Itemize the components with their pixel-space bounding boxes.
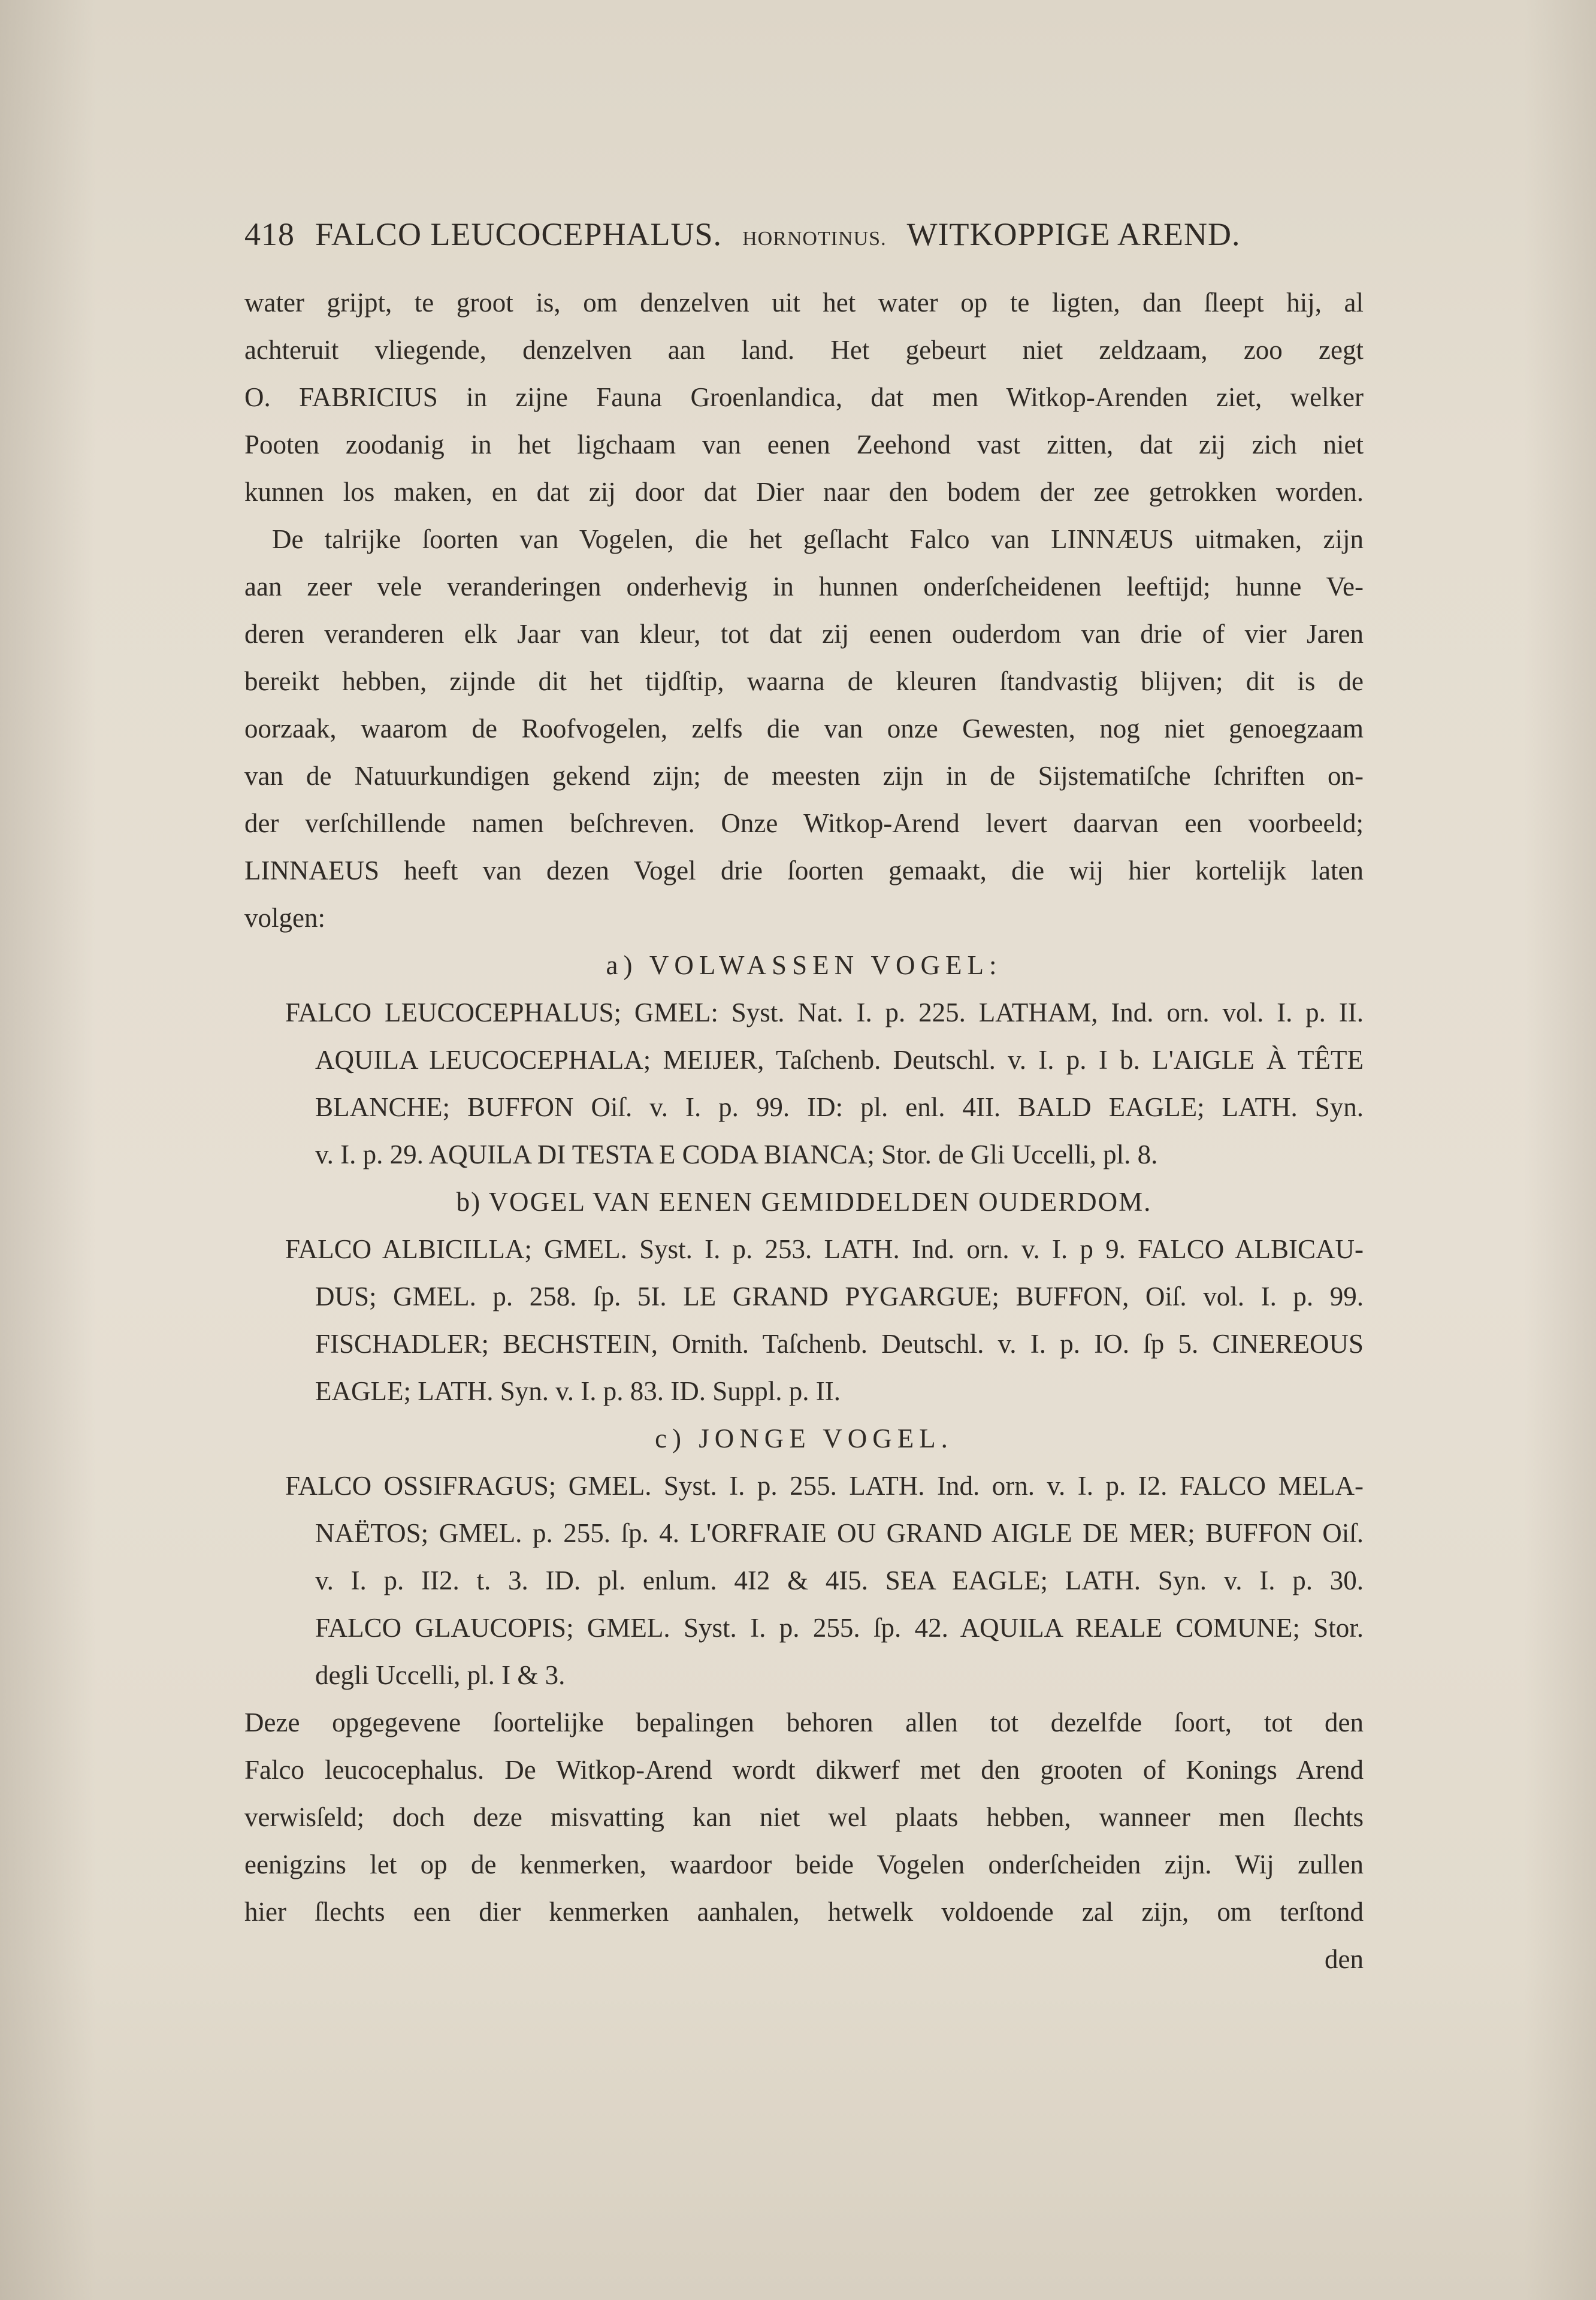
page-number: 418 <box>244 216 295 252</box>
synonymy-line: FALCO LEUCOCEPHALUS; GMEL: Syst. Nat. I. p. 225. LATHAM, Ind. orn. vol. I. p. II. <box>285 998 1364 1027</box>
text-line: aan zeer vele veranderingen onderhevig in hunnen onderſcheidenen leeftijd; hunne Ve- <box>244 572 1364 602</box>
text-line: Pooten zoodanig in het ligchaam van eenen Zeehond vast zitten, dat zij zich niet <box>244 430 1364 460</box>
text-line: van de Natuurkundigen gekend zijn; de meesten zijn in de Sijstematiſche ſchriften on- <box>244 761 1364 791</box>
text-line: LINNAEUS heeft van dezen Vogel drie ſoorten gemaakt, die wij hier kortelijk laten <box>244 856 1364 885</box>
synonymy-line: FALCO ALBICILLA; GMEL. Syst. I. p. 253. LATH. Ind. orn. v. I. p 9. FALCO ALBICAU- <box>285 1234 1364 1264</box>
text-line: volgen: <box>244 903 325 933</box>
header-title-dutch: WITKOPPIGE AREND. <box>906 216 1241 252</box>
synonymy-line: FALCO GLAUCOPIS; GMEL. Syst. I. p. 255. ſp. 42. AQUILA REALE COMUNE; Stor. <box>315 1613 1364 1643</box>
text-line: water grijpt, te groot is, om denzelven uit het water op te ligten, dan ſleept hij, al <box>244 288 1364 318</box>
text-line: Falco leucocephalus. De Witkop-Arend wordt dikwerf met den grooten of Konings Arend <box>244 1755 1364 1785</box>
text-line: oorzaak, waarom de Roofvogelen, zelfs die van onze Gewesten, nog niet genoegzaam <box>244 714 1364 744</box>
synonymy-line: NAËTOS; GMEL. p. 255. ſp. 4. L'ORFRAIE OU GRAND AIGLE DE MER; BUFFON Oiſ. <box>315 1518 1364 1548</box>
catchword: den <box>1325 1944 1364 1974</box>
synonymy-line: DUS; GMEL. p. 258. ſp. 5I. LE GRAND PYGARGUE; BUFFON, Oiſ. vol. I. p. 99. <box>315 1282 1364 1311</box>
text-block <box>244 216 1364 1983</box>
text-line: hier ſlechts een dier kenmerken aanhalen, hetwelk voldoende zal zijn, om terſtond <box>244 1897 1364 1927</box>
paper-shadow-left <box>0 0 96 2300</box>
header-title-species: FALCO LEUCOCEPHALUS. <box>315 216 723 252</box>
section-heading-b: b) VOGEL VAN EENEN GEMIDDELDEN OUDERDOM. <box>456 1187 1152 1217</box>
text-line: bereikt hebben, zijnde dit het tijdſtip, waarna de kleuren ſtandvastig blijven; dit is de <box>244 666 1364 696</box>
text-line: achteruit vliegende, denzelven aan land. Het gebeurt niet zeldzaam, zoo zegt <box>244 335 1364 365</box>
text-line: Deze opgegevene ſoortelijke bepalingen behoren allen tot dezelfde ſoort, tot den <box>244 1707 1364 1737</box>
synonymy-line: BLANCHE; BUFFON Oiſ. v. I. p. 99. ID: pl. enl. 4II. BALD EAGLE; LATH. Syn. <box>315 1092 1364 1122</box>
body-text <box>244 279 1364 1983</box>
synonymy-line: AQUILA LEUCOCEPHALA; MEIJER, Taſchenb. Deutschl. v. I. p. I b. L'AIGLE À TÊTE <box>315 1045 1364 1075</box>
text-line: De talrijke ſoorten van Vogelen, die het geſlacht Falco van LINNÆUS uitmaken, zijn <box>272 524 1364 554</box>
running-header <box>244 216 1364 276</box>
text-line: deren veranderen elk Jaar van kleur, tot dat zij eenen ouderdom van drie of vier Jaren <box>244 619 1364 649</box>
text-line: verwisſeld; doch deze misvatting kan niet wel plaats hebben, wanneer men ſlechts <box>244 1802 1364 1832</box>
section-heading-a: a) VOLWASSEN VOGEL: <box>606 950 1002 980</box>
synonymy-line: v. I. p. 29. AQUILA DI TESTA E CODA BIANCA; Stor. de Gli Uccelli, pl. 8. <box>315 1140 1158 1169</box>
text-line: kunnen los maken, en dat zij door dat Dier naar den bodem der zee getrokken worden. <box>244 477 1364 507</box>
header-title-subtitle: HORNOTINUS. <box>742 228 887 250</box>
text-line: eenigzins let op de kenmerken, waardoor beide Vogelen onderſcheiden zijn. Wij zullen <box>244 1849 1364 1879</box>
synonymy-line: EAGLE; LATH. Syn. v. I. p. 83. ID. Suppl. p. II. <box>315 1376 841 1406</box>
text-line: O. FABRICIUS in zijne Fauna Groenlandica, dat men Witkop-Arenden ziet, welker <box>244 382 1364 412</box>
synonymy-line: degli Uccelli, pl. I & 3. <box>315 1660 566 1690</box>
text-line: der verſchillende namen beſchreven. Onze Witkop-Arend levert daarvan een voorbeeld; <box>244 808 1364 838</box>
synonymy-line: FALCO OSSIFRAGUS; GMEL. Syst. I. p. 255. LATH. Ind. orn. v. I. p. I2. FALCO MELA- <box>285 1471 1364 1501</box>
synonymy-line: v. I. p. II2. t. 3. ID. pl. enlum. 4I2 & 4I5. SEA EAGLE; LATH. Syn. v. I. p. 30. <box>315 1565 1364 1595</box>
section-heading-c: c) JONGE VOGEL. <box>655 1423 953 1453</box>
synonymy-line: FISCHADLER; BECHSTEIN, Ornith. Taſchenb. Deutschl. v. I. p. IO. ſp 5. CINEREOUS <box>315 1329 1364 1359</box>
paper-shadow-right <box>1524 0 1596 2300</box>
